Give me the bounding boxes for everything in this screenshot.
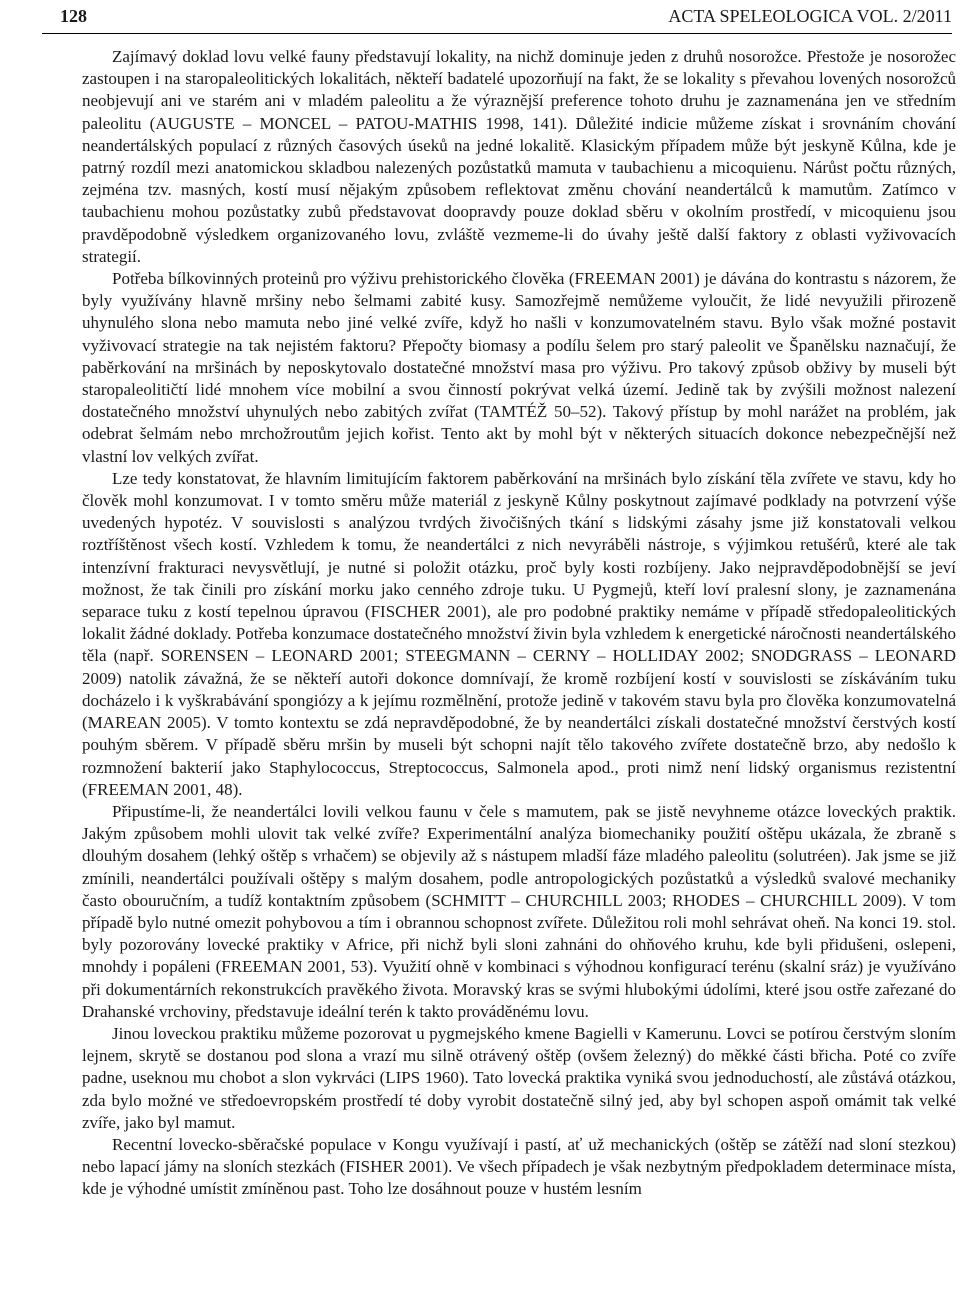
page-number: 128 [60, 5, 87, 26]
header-rule [42, 33, 952, 34]
journal-title: ACTA SPELEOLOGICA VOL. 2/2011 [668, 5, 952, 26]
paragraph: Připustíme-li, že neandertálci lovili velkou faunu v čele s mamutem, pak se jistě nevyhneme otázce loveckých praktik. Jakým způsobem mohli ulovit tak velké zvíře? Experimentální analýza biomechaniky použití oštěpu ukázala, že zbraně s dlouhým dosahem (lehký oštěp s vrhačem) se objevily až s nástupem mladší fáze mladého paleolitu (solutréen). Jak jsme se již zmínili, neandertálci používali oštěpy s malým dosahem, podle antropologických pozůstatků a výsledků svalové mechaniky často obouručním, a tudíž kontaktním způsobem (SCHMITT – CHURCHILL 2003; RHODES – CHURCHILL 2009). V tom případě bylo nutné omezit pohybovou a tím i obrannou schopnost zvířete. Důležitou roli mohl sehrávat oheň. Na konci 19. stol. byly pozorovány lovecké praktiky v Africe, při nichž byli sloni zahnáni do ohňového kruhu, kde byli přidušeni, oslepeni, mnohdy i popáleni (FREEMAN 2001, 53). Využití ohně v kombinaci s výhodnou konfigurací terénu (skalní sráz) je využíváno při dokumentárních rekonstrukcích pravěkého života. Moravský kras se svými hlubokými údolími, které jsou ostře zařezané do Drahanské vrchoviny, představuje ideální terén k takto prováděnému lovu. [82, 801, 956, 1021]
paragraph: Recentní lovecko-sběračské populace v Kongu využívají i pastí, ať už mechanických (oštěp se zátěží nad sloní stezkou) nebo lapací jámy na sloních stezkách (FISHER 2001). Ve všech případech je však nezbytným předpokladem determinace místa, kde je výhodné umístit zmíněnou past. Toho lze dosáhnout pouze v hustém lesním [82, 1134, 956, 1199]
paragraph: Jinou loveckou praktiku můžeme pozorovat u pygmejského kmene Bagielli v Kamerunu. Lovci se potírou čerstvým sloním lejnem, skrytě se dostanou pod slona a vrazí mu silně otrávený oštěp (ovšem železný) do měkké části břicha. Poté co zvíře padne, useknou mu chobot a slon vykrváci (LIPS 1960). Tato lovecká praktika vyniká svou jednoduchostí, ale zůstává otázkou, zda bylo možné ve středoevropském prostředí té doby vyrobit dostatečně silný jed, aby byl schopen aspoň omámit tak velké zvíře, jako byl mamut. [82, 1023, 956, 1132]
paragraph: Lze tedy konstatovat, že hlavním limitujícím faktorem paběrkování na mršinách bylo získání těla zvířete ve stavu, kdy ho člověk mohl konzumovat. I v tomto směru může materiál z jeskyně Kůlny poskytnout zajímavé podklady na potvrzení výše uvedených hypotéz. V souvislosti s analýzou tvrdých živočišných tkání s lidskými zásahy jsme již konstatovali velkou roztříštěnost všech kostí. Vzhledem k tomu, že neandertálci z nich nevyráběli nástroje, s výjimkou retušérů, které ale tak intenzívní frakturaci nevysvětlují, je nutné si položit otázku, proč byly kosti rozbíjeny. Jako nejpravděpodobnější se jeví možnost, že tak činili pro získání morku jako cenného zdroje tuku. U Pygmejů, kteří loví pralesní slony, je zaznamenána separace tuku z kostí tepelnou úpravou (FISCHER 2001), ale pro podobné praktiky nemáme v případě středopaleolitických lokalit žádné doklady. Potřeba konzumace dostatečného množství živin byla vzhledem k energetické náročnosti neandertálského těla (např. SORENSEN – LEONARD 2001; STEEGMANN – CERNY – HOLLIDAY 2002; SNODGRASS – LEONARD 2009) natolik závažná, že se někteří autoři dokonce domnívají, že kromě rozbíjení kostí v souvislosti se získáváním tuku docházelo i k vyškrabávání spongiózy a k jejímu rozmělnění, protože jedině v takovém stavu byla pro člověka konzumovatelná (MAREAN 2005). V tomto kontextu se zdá nepravděpodobné, že by neandertálci získali dostatečné množství čerstvých kostí pouhým sběrem. V případě sběru mršin by museli být schopni najít tělo takového zvířete dostatečně brzo, aby nedošlo k rozmnožení bakterií jako Staphylococcus, Streptococcus, Salmonela apod., proti nimž není lidský organismus rezistentní (FREEMAN 2001, 48). [82, 468, 956, 799]
paragraph: Zajímavý doklad lovu velké fauny představují lokality, na nichž dominuje jeden z druhů nosorožce. Přestože je nosorožec zastoupen i na staropaleolitických lokalitách, někteří badatelé upozorňují na fakt, že se lokality s převahou lovených nosorožců neobjevují ani ve starém ani v mladém paleolitu a že výraznější preference tohoto druhu je zaznamenána jen ve středním paleolitu (AUGUSTE – MONCEL – PATOU-MATHIS 1998, 141). Důležité indicie můžeme získat i srovnáním chování neandertálských populací z různých časových úseků na jedné lokalitě. Klasickým případem může být jeskyně Kůlna, kde je patrný rozdíl mezi anatomickou skladbou nalezených pozůstatků mamuta v taubachienu a micoquienu. Nárůst počtu různých, zejména tzv. masných, kostí musí nějakým způsobem reflektovat změnu chování neandertálců k mamutům. Zatímco v taubachienu mohou pozůstatky zubů představovat doopravdy pouze doklad sběru v okolním prostředí, v micoquienu jsou pravděpodobně výsledkem organizovaného lovu, zvláště vezmeme-li do úvahy ještě další faktory z oblasti vyživovacích strategií. [82, 47, 956, 266]
running-header [60, 0, 952, 32]
article-body [82, 46, 956, 1201]
paragraph: Potřeba bílkovinných proteinů pro výživu prehistorického člověka (FREEMAN 2001) je dávána do kontrastu s názorem, že byly využívány hlavně mršiny nebo šelmami zabité kusy. Samozřejmě nemůžeme vyloučit, že lidé nevyužili přirozeně uhynulého slona nebo mamuta nebo jiné velké zvíře, když ho našli v konzumovatelném stavu. Bylo však možné postavit vyživovací strategie na tak nejistém faktoru? Přepočty biomasy a podílu šelem pro starý paleolit ve Španělsku naznačují, že paběrkování na mršinách by neposkytovalo dostatečné množství masa pro výživu. Pro takový způsob obživy by museli být staropaleolitičtí lidé mnohem více mobilní a svou činností pokrývat velká území. Jedině tak by zvýšili možnost nalezení dostatečného množství uhynulých nebo zabitých zvířat (TAMTÉŽ 50–52). Takový přístup by mohl narážet na problém, jak odebrat šelmám nebo mrchožroutům jejich kořist. Tento akt by mohl být v některých situacích dokonce nebezpečnější než vlastní lov velkých zvířat. [82, 269, 956, 466]
